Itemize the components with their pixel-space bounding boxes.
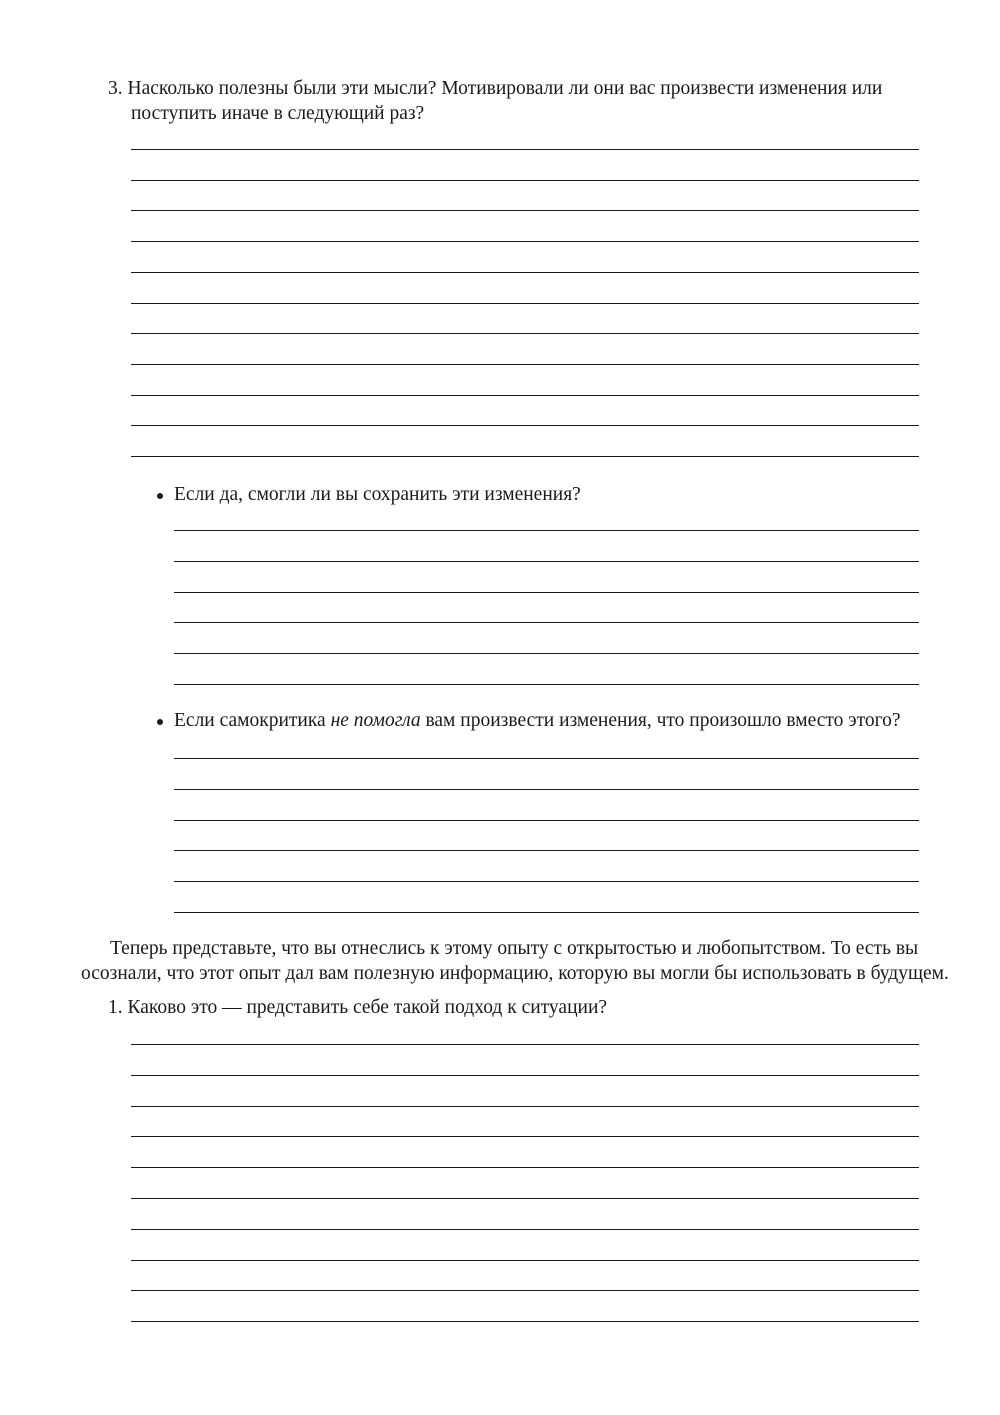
question-3-line-2: поступить иначе в следующий раз? [131,103,425,124]
answer-line[interactable] [131,456,919,457]
answer-line[interactable] [131,1229,919,1230]
bullet-2-text-italic: не помогла [330,710,421,731]
question-3-number: 3. [108,78,123,99]
bullet-2-text-after: вам произвести изменения, что произошло вместо этого? [420,710,901,731]
answer-line[interactable] [131,364,919,365]
answer-line[interactable] [131,1290,919,1291]
question-1-number: 1. [108,997,123,1018]
question-1-text: Каково это — представить себе такой подход к ситуации? [127,997,608,1018]
answer-line[interactable] [131,1167,919,1168]
answer-line[interactable] [131,303,919,304]
bullet-icon [157,493,163,499]
answer-line[interactable] [131,1044,919,1045]
question-3-line-1 [108,76,882,101]
answer-line[interactable] [131,333,919,334]
answer-line[interactable] [131,425,919,426]
answer-line[interactable] [131,1198,919,1199]
answer-line[interactable] [174,820,919,821]
question-1-line [108,995,607,1020]
answer-line[interactable] [131,180,919,181]
answer-line[interactable] [131,1321,919,1322]
answer-line[interactable] [174,758,919,759]
answer-line[interactable] [174,912,919,913]
answer-line[interactable] [131,1136,919,1137]
answer-line[interactable] [174,622,919,623]
answer-line[interactable] [174,653,919,654]
bullet-1-text: Если да, смогли ли вы сохранить эти изменения? [174,484,581,505]
bullet-2-text [174,708,901,733]
bullet-icon [157,719,163,725]
answer-line[interactable] [131,241,919,242]
answer-line[interactable] [131,210,919,211]
answer-line[interactable] [131,1075,919,1076]
answer-line[interactable] [174,850,919,851]
answer-line[interactable] [131,149,919,150]
answer-line[interactable] [174,789,919,790]
answer-line[interactable] [174,592,919,593]
answer-line[interactable] [131,395,919,396]
answer-line[interactable] [174,881,919,882]
paragraph-line-1: Теперь представьте, что вы отнеслись к этому опыту с открытостью и любопытством. То есть вы [110,938,919,959]
answer-line[interactable] [174,684,919,685]
question-3-text-1: Насколько полезны были эти мысли? Мотивировали ли они вас произвести изменения или [127,78,883,99]
answer-line[interactable] [131,1106,919,1107]
answer-line[interactable] [174,530,919,531]
answer-line[interactable] [131,1260,919,1261]
answer-line[interactable] [131,272,919,273]
answer-line[interactable] [174,561,919,562]
paragraph-line-2: осознали, что этот опыт дал вам полезную информацию, которую вы могли бы использовать в будущем. [81,963,949,984]
bullet-2-text-before: Если самокритика [174,710,331,731]
